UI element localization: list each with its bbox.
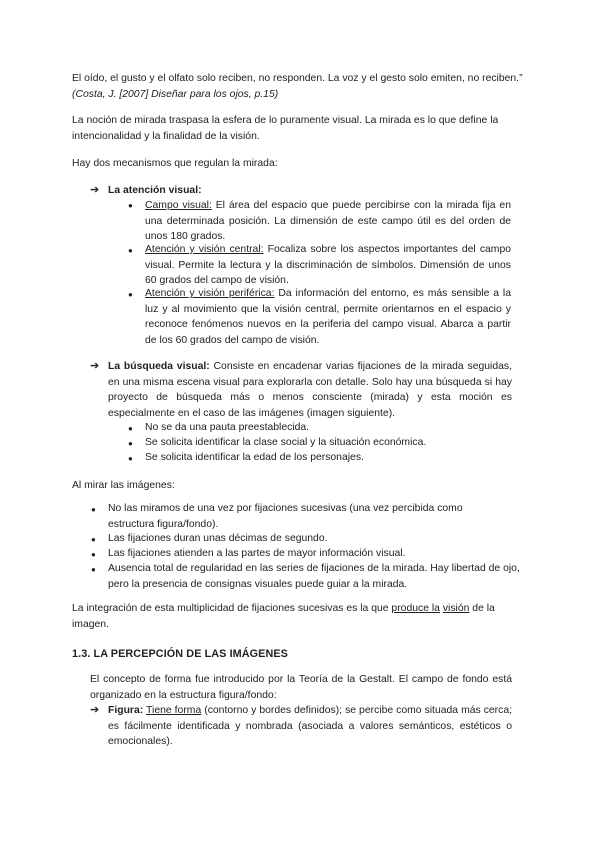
imagenes-item: Ausencia total de regularidad en las series de fijaciones de la mirada. Hay libertad de ojo, pero la presencia de consignas visuales puede guiar a la mirada. [108, 563, 520, 590]
busqueda-title: La búsqueda visual: [108, 361, 210, 372]
item-text: Da información del entorno, es más sensible a la luz y al movimiento que la visión central, permite orientarnos en el espacio y reconoce fenómenos nuevos en la periferia del campo visual. Abarca a partir de los 60 grados del campo de visión. [145, 288, 511, 346]
imagenes-item: Las fijaciones duran unas décimas de segundo. [108, 533, 328, 544]
figura-label: Figura: [108, 705, 144, 716]
paragraph-mecanismos: Hay dos mecanismos que regulan la mirada: [72, 158, 278, 169]
intro-quote [72, 71, 530, 102]
busqueda-item: Se solicita identificar la edad de los personajes. [145, 452, 364, 463]
quote-text: El oído, el gusto y el olfato solo reciben, no responden. La voz y el gesto solo emiten, no reciben.” [72, 73, 523, 84]
item-term: Atención y visión periférica: [145, 288, 275, 299]
bullet-icon: ● [91, 550, 96, 559]
section-heading: 1.3. LA PERCEPCIÓN DE LAS IMÁGENES [72, 648, 288, 660]
atencion-item-periferica [145, 286, 511, 348]
busqueda-item: Se solicita identificar la clase social y la situación económica. [145, 437, 427, 448]
bullet-icon: ● [128, 454, 133, 463]
bullet-icon: ● [91, 505, 96, 514]
integracion-underlined: produce la [391, 603, 440, 614]
atencion-title: La atención visual: [108, 185, 202, 196]
bullet-icon: ● [91, 535, 96, 544]
integracion-underlined: visión [442, 603, 470, 614]
bullet-icon: ● [128, 424, 133, 433]
atencion-item-campo [145, 198, 511, 245]
busqueda-paragraph [108, 359, 512, 421]
imagenes-item: No las miramos de una vez por fijaciones sucesivas (una vez percibida como estructura figura/fondo). [108, 503, 463, 530]
paragraph-mirada: La noción de mirada traspasa la esfera de lo puramente visual. La mirada es lo que define la intencionalidad y la finalidad de la visión. [72, 115, 499, 142]
figura-term: Tiene forma [146, 705, 202, 716]
integracion-text: La integración de esta multiplicidad de fijaciones sucesivas es la que [72, 603, 392, 614]
integracion-text: de la imagen. [72, 603, 495, 630]
bullet-icon: ● [91, 565, 96, 574]
bullet-icon: ● [128, 201, 133, 210]
arrow-bullet-icon: ➔ [90, 704, 100, 716]
busqueda-text: Consiste en encadenar varias fijaciones de la mirada seguidas, en una misma escena visual para explorarla con detalle. Solo hay una búsqueda si hay proyecto de búsqueda más o menos consciente (mirada) y esta moción es especialmente en el caso de las imágenes (imagen siguiente). [108, 361, 512, 419]
item-term: Campo visual: [145, 200, 212, 211]
imagenes-item: Las fijaciones atienden a las partes de mayor información visual. [108, 548, 406, 559]
figura-paragraph [108, 703, 512, 750]
bullet-icon: ● [128, 246, 133, 255]
bullet-icon: ● [128, 290, 133, 299]
item-text: El área del espacio que puede percibirse con la mirada fija en una determinada posición. La dimensión de este campo útil es del orden de unos 180 grados. [145, 200, 511, 243]
bullet-icon: ● [128, 439, 133, 448]
arrow-bullet-icon: ➔ [90, 360, 100, 372]
paragraph-al-mirar: Al mirar las imágenes: [72, 480, 175, 491]
arrow-bullet-icon: ➔ [90, 184, 100, 196]
figura-text: (contorno y bordes definidos); se percibe como situada más cerca; es fácilmente identificada y nombrada (asociada a valores semánticos, estéticos o emocionales). [108, 705, 512, 748]
item-text: Focaliza sobre los aspectos importantes del campo visual. Permite la lectura y la discriminación de símbolos. Dimensión de unos 60 grados del campo de visión. [145, 244, 511, 287]
quote-citation: (Costa, J. [2007] Diseñar para los ojos, p.15) [72, 88, 279, 100]
paragraph-integracion [72, 601, 532, 632]
item-term: Atención y visión central: [145, 244, 264, 255]
busqueda-item: No se da una pauta preestablecida. [145, 422, 310, 433]
section-intro: El concepto de forma fue introducido por la Teoría de la Gestalt. El campo de fondo está organizado en la estructura figura/fondo: [90, 674, 512, 701]
atencion-item-central [145, 242, 511, 289]
